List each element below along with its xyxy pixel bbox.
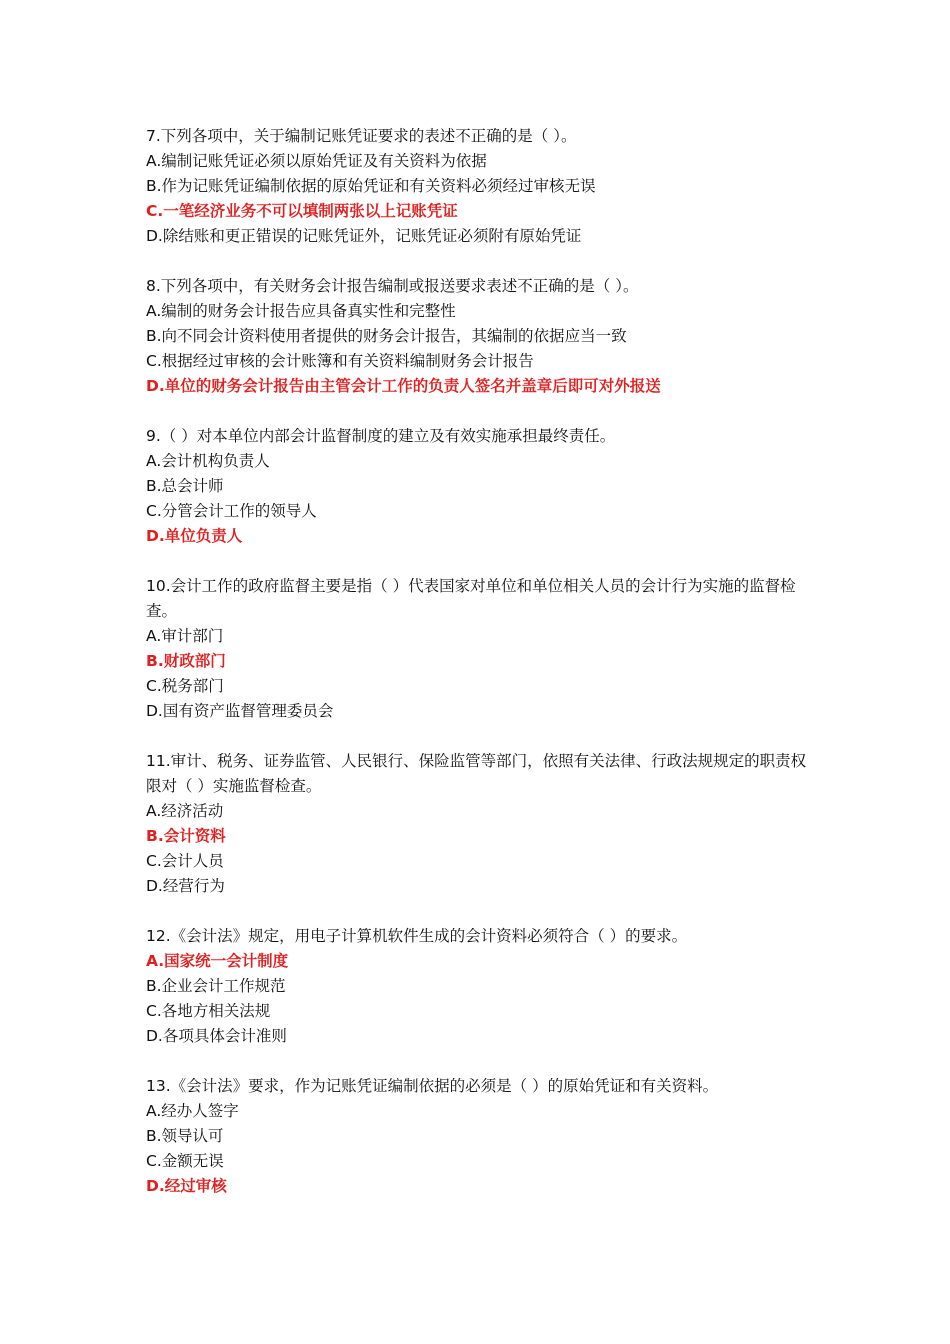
question-9 bbox=[146, 424, 816, 549]
option-d-correct-answer: D.经过审核 bbox=[146, 1177, 227, 1195]
option-c: C.根据经过审核的会计账簿和有关资料编制财务会计报告 bbox=[146, 352, 534, 370]
question-stem: 8.下列各项中，有关财务会计报告编制或报送要求表述不正确的是（ ）。 bbox=[146, 277, 639, 295]
question-12 bbox=[146, 924, 816, 1049]
option-c: C.会计人员 bbox=[146, 852, 224, 870]
option-c: C.税务部门 bbox=[146, 677, 224, 695]
question-stem: 10.会计工作的政府监督主要是指（ ）代表国家对单位和单位相关人员的会计行为实施的监督检查。 bbox=[146, 577, 796, 620]
option-b-correct-answer: B.财政部门 bbox=[146, 652, 226, 670]
option-a: A.编制的财务会计报告应具备真实性和完整性 bbox=[146, 302, 456, 320]
option-d-correct-answer: D.单位负责人 bbox=[146, 527, 243, 545]
option-c: C.分管会计工作的领导人 bbox=[146, 502, 317, 520]
question-stem: 12.《会计法》规定，用电子计算机软件生成的会计资料必须符合（ ）的要求。 bbox=[146, 927, 688, 945]
option-d: D.经营行为 bbox=[146, 877, 225, 895]
option-a: A.经办人签字 bbox=[146, 1102, 239, 1120]
option-a: A.经济活动 bbox=[146, 802, 224, 820]
question-stem: 11.审计、税务、证券监管、人民银行、保险监管等部门，依照有关法律、行政法规规定的职责权限对（ ）实施监督检查。 bbox=[146, 752, 807, 795]
question-13 bbox=[146, 1074, 816, 1199]
option-d: D.国有资产监督管理委员会 bbox=[146, 702, 334, 720]
option-a: A.编制记账凭证必须以原始凭证及有关资料为依据 bbox=[146, 152, 487, 170]
option-d: D.除结账和更正错误的记账凭证外，记账凭证必须附有原始凭证 bbox=[146, 227, 582, 245]
question-stem: 9.（ ）对本单位内部会计监督制度的建立及有效实施承担最终责任。 bbox=[146, 427, 616, 445]
option-c-correct-answer: C.一笔经济业务不可以填制两张以上记账凭证 bbox=[146, 202, 458, 220]
question-list bbox=[146, 124, 816, 1224]
option-b: B.作为记账凭证编制依据的原始凭证和有关资料必须经过审核无误 bbox=[146, 177, 596, 195]
option-a: A.审计部门 bbox=[146, 627, 224, 645]
option-a-correct-answer: A.国家统一会计制度 bbox=[146, 952, 289, 970]
question-7 bbox=[146, 124, 816, 249]
option-b-correct-answer: B.会计资料 bbox=[146, 827, 226, 845]
option-b: B.向不同会计资料使用者提供的财务会计报告，其编制的依据应当一致 bbox=[146, 327, 627, 345]
question-8 bbox=[146, 274, 816, 399]
option-b: B.总会计师 bbox=[146, 477, 224, 495]
option-a: A.会计机构负责人 bbox=[146, 452, 270, 470]
option-b: B.领导认可 bbox=[146, 1127, 224, 1145]
option-c: C.各地方相关法规 bbox=[146, 1002, 271, 1020]
question-stem: 7.下列各项中，关于编制记账凭证要求的表述不正确的是（ ）。 bbox=[146, 127, 577, 145]
question-stem: 13.《会计法》要求，作为记账凭证编制依据的必须是（ ）的原始凭证和有关资料。 bbox=[146, 1077, 719, 1095]
question-10 bbox=[146, 574, 816, 724]
question-11 bbox=[146, 749, 816, 899]
option-d: D.各项具体会计准则 bbox=[146, 1027, 287, 1045]
option-c: C.金额无误 bbox=[146, 1152, 224, 1170]
option-b: B.企业会计工作规范 bbox=[146, 977, 286, 995]
option-d-correct-answer: D.单位的财务会计报告由主管会计工作的负责人签名并盖章后即可对外报送 bbox=[146, 377, 661, 395]
